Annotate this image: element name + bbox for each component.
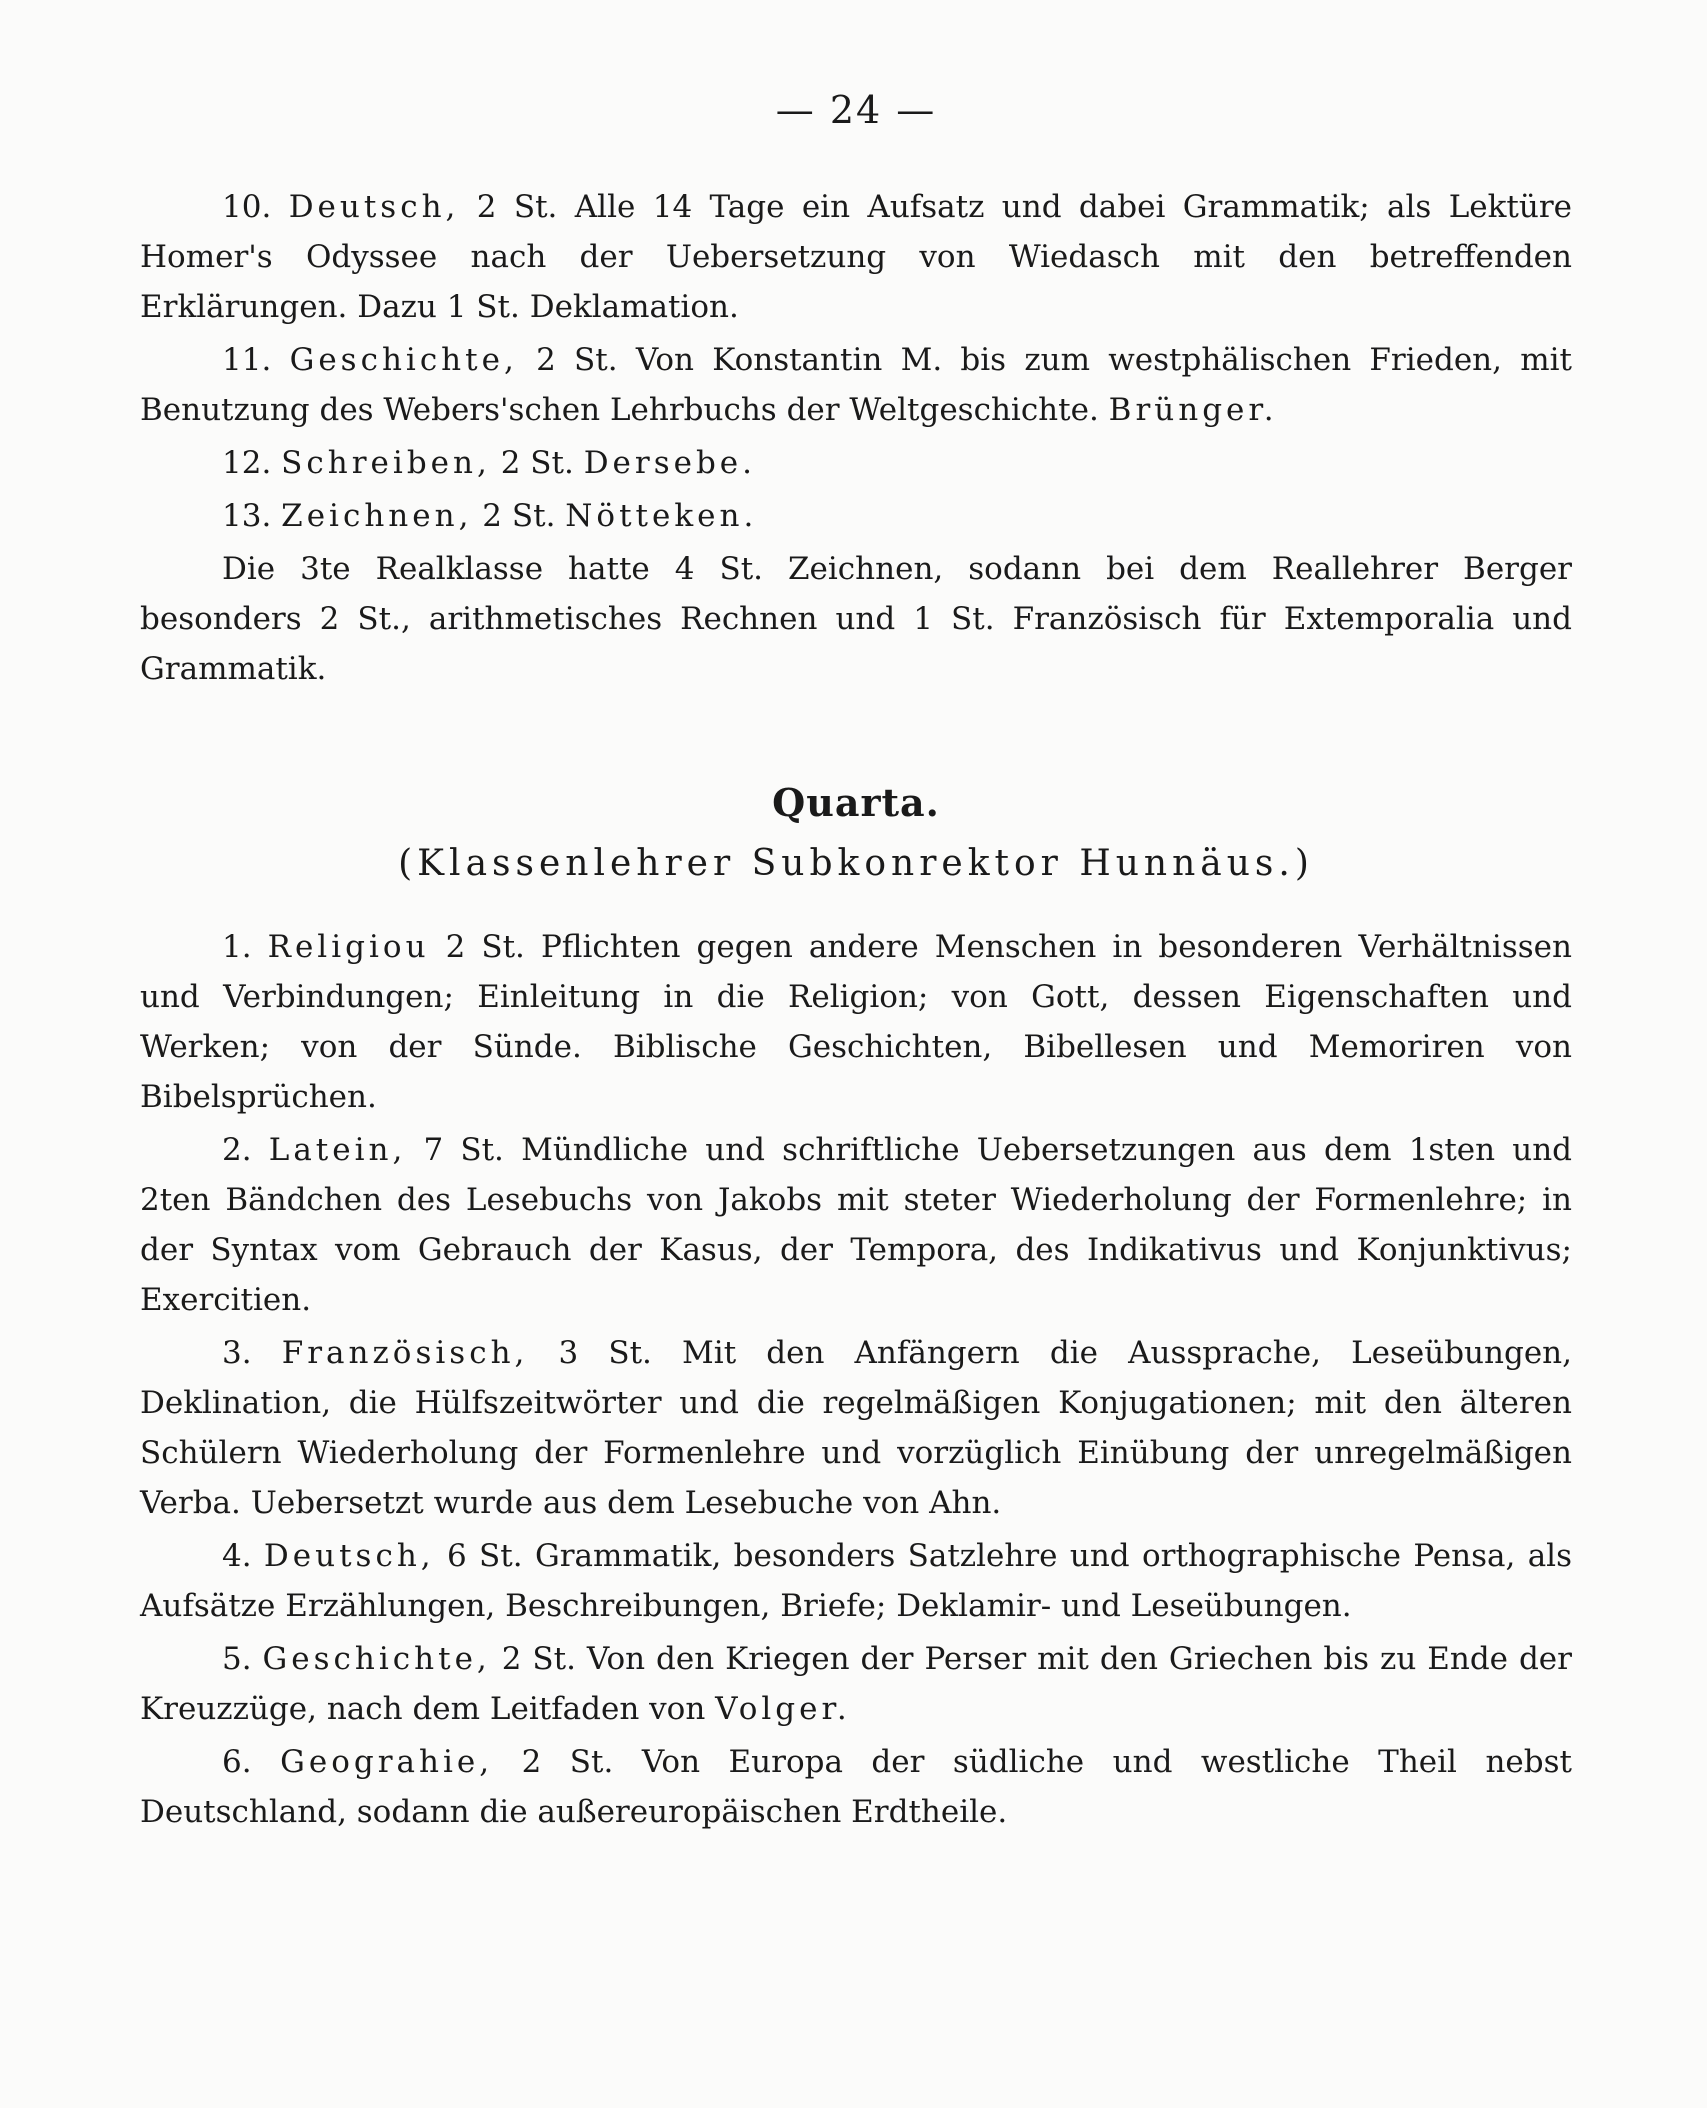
section-subtitle: (Klassenlehrer Subkonrektor Hunnäus.) [398,843,1314,884]
course-entry-geschichte [140,335,1572,435]
entry-number: 10. [222,189,272,225]
entry-text: Pflichten gegen andere Menschen in besonderen Verhältnissen und Verbindungen; Einleitung in die Religion; von Gott, dessen Eigenschaften und Werken; von der Sünde. Biblische Geschichten, Bibellesen und Memoriren von Bibelsprüchen. [140,929,1572,1115]
entry-subject: Deutsch, [263,1538,435,1574]
entry-teacher: Brünger. [1108,392,1278,428]
entry-number: 5. [222,1641,252,1677]
entry-subject: Geograhie, [280,1744,494,1780]
course-entry-geschichte-quarta [140,1634,1572,1734]
course-entry-franzoesisch [140,1328,1572,1528]
course-entry-geographie [140,1737,1572,1837]
entry-text: Alle 14 Tage ein Aufsatz und dabei Grammatik; als Lektüre Homer's Odyssee nach der Uebersetzung von Wiedasch mit den betreffenden Erklärungen. Dazu 1 St. Deklamation. [140,189,1573,325]
entry-number: 12. [222,445,272,481]
entry-teacher: Volger. [715,1691,851,1727]
entry-hours: 2 St. [476,189,558,225]
entry-hours: 2 St. [482,498,556,534]
realklasse-note: Die 3te Realklasse hatte 4 St. Zeichnen, sodann bei dem Reallehrer Berger besonders 2 St., arithmetisches Rechnen und 1 St. Französisch für Extemporalia und Grammatik. [140,551,1572,687]
course-entry-latein [140,1125,1572,1325]
entry-text: Von Konstantin M. bis zum westphälischen Frieden, mit Benutzung des Webers'schen Lehrbuchs der Weltgeschichte. [140,342,1573,428]
entry-number: 6. [222,1744,252,1780]
course-entry-religion [140,922,1572,1122]
entry-number: 13. [222,498,272,534]
entry-subject: Geschichte, [289,342,518,378]
page-number: — 24 — [775,88,937,132]
entry-subject: Latein, [268,1132,407,1168]
entry-subject: Französisch, [281,1335,529,1371]
entry-subject: Geschichte, [262,1641,491,1677]
course-entry-deutsch-quarta [140,1531,1572,1631]
entry-hours: 2 St. [501,1641,576,1677]
entry-subject: Religiou [267,929,430,965]
entry-hours: 2 St. [536,342,618,378]
entry-hours: 6 St. [446,1538,523,1574]
entry-subject: Zeichnen, [281,498,473,534]
entry-hours: 2 St. [500,445,574,481]
course-entry-deutsch [140,182,1572,332]
entry-number: 1. [222,929,252,965]
entry-text: Grammatik, besonders Satzlehre und orthographische Pensa, als Aufsätze Erzählungen, Beschreibungen, Briefe; Deklamir- und Leseübungen. [140,1538,1572,1624]
entry-text: Mündliche und schriftliche Uebersetzungen aus dem 1sten und 2ten Bändchen des Lesebuchs von Jakobs mit steter Wiederholung der Formenlehre; in der Syntax vom Gebrauch der Kasus, der Tempora, des Indikativus und Konjunktivus; Exercitien. [140,1132,1573,1318]
entry-number: 4. [222,1538,252,1574]
entry-number: 11. [222,342,272,378]
entry-hours: 2 St. [445,929,525,965]
entry-hours: 2 St. [521,1744,614,1780]
entry-text: Mit den Anfängern die Aussprache, Leseübungen, Deklination, die Hülfszeitwörter und die regelmäßigen Konjugationen; mit den älteren Schülern Wiederholung der Formenlehre und vorzüglich Einübung der unregelmäßigen Verba. Uebersetzt wurde aus dem Lesebuche von Ahn. [140,1335,1573,1521]
entry-subject: Schreiben, [281,445,491,481]
entry-hours: 3 St. [558,1335,652,1371]
entry-teacher: Nötteken. [565,498,758,534]
entry-teacher: Dersebe. [583,445,757,481]
entry-number: 2. [222,1132,252,1168]
entry-number: 3. [222,1335,252,1371]
entry-subject: Deutsch, [288,189,460,225]
course-entry-zeichnen [140,491,1572,541]
entry-text: Von Europa der südliche und westliche Theil nebst Deutschland, sodann die außereuropäischen Erdtheile. [140,1744,1572,1830]
section-title: Quarta. [772,780,940,825]
entry-text: Von den Kriegen der Perser mit den Griechen bis zu Ende der Kreuzzüge, nach dem Leitfaden von [140,1641,1572,1727]
course-entry-schreiben [140,438,1572,488]
entry-hours: 7 St. [423,1132,504,1168]
